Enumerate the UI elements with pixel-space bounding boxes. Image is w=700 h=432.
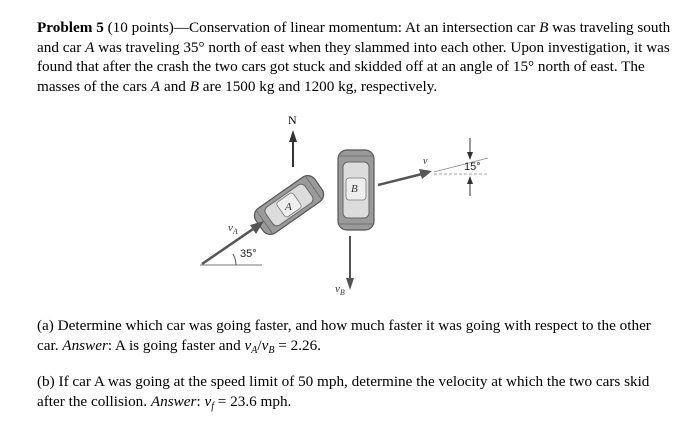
north-arrow-head <box>289 130 297 142</box>
part-b-question: (b) If car A was going at the speed limit of 50 mph, determine the velocity at which the two cars skid after the collision. <box>37 373 650 410</box>
part-b-sub-f: f <box>211 400 214 412</box>
part-a-answer-label: Answer <box>62 336 108 354</box>
part-a-v-a: v <box>244 336 252 354</box>
angle-v-dimension-bottom-head <box>467 176 473 184</box>
north-label: N <box>288 113 297 127</box>
angle-v-label: 15° <box>464 161 481 173</box>
problem-car-b: B <box>539 19 549 36</box>
car-a-label: A <box>285 201 292 213</box>
vb-label: $v_B$ <box>335 283 345 297</box>
v-arrow-shaft <box>378 174 422 185</box>
car-b <box>338 150 374 230</box>
part-b-colon: : <box>196 392 205 410</box>
car-b-label: B <box>351 183 358 195</box>
problem-text-4: and <box>160 77 190 95</box>
part-a-sub-b: B <box>268 344 275 356</box>
problem-heading: Problem 5 <box>37 19 104 36</box>
angle-v-dimension-top-head <box>467 152 473 160</box>
problem-text-3: was traveling 35° north of east when they slammed into each other. Upon investigation, it was found that after the crash the two cars got stuck and skidded off at an angle of 15° north of east. The masses of the cars <box>37 38 670 95</box>
car-a <box>251 172 327 238</box>
part-b-answer-value: = 23.6 mph. <box>214 392 292 410</box>
part-a-sub-a: A <box>251 344 258 356</box>
problem-dash: — <box>173 19 190 36</box>
problem-car-b-2: B <box>189 77 199 95</box>
part-a-answer-value: = 2.26. <box>274 336 322 354</box>
part-a-answer-text: : A is going faster and <box>107 336 245 354</box>
part-a-v-b: v <box>261 336 269 354</box>
problem-text-2: was traveling south and car <box>37 19 671 56</box>
part-b <box>37 372 667 416</box>
problem-car-a-2: A <box>150 77 161 95</box>
angle-a-arc <box>233 254 236 265</box>
angle-a-label: 35° <box>240 248 257 260</box>
vb-arrow-head <box>346 278 354 290</box>
va-label: $v_A$ <box>228 222 238 236</box>
problem-car-a: A <box>85 38 95 56</box>
problem-points: (10 points) <box>107 19 174 36</box>
part-b-v: v <box>204 392 212 410</box>
problem-text-1: Conservation of linear momentum: At an intersection car <box>189 19 540 36</box>
problem-text-5: are 1500 kg and 1200 kg, respectively. <box>198 77 438 95</box>
part-a-slash: / <box>257 336 262 354</box>
part-a <box>37 316 667 360</box>
v-arrow-head <box>419 169 432 179</box>
part-a-question: (a) Determine which car was going faster, and how much faster it was going with respect to the other car. <box>37 317 651 354</box>
v-label: v <box>423 156 428 167</box>
part-b-answer-label: Answer <box>150 392 197 410</box>
